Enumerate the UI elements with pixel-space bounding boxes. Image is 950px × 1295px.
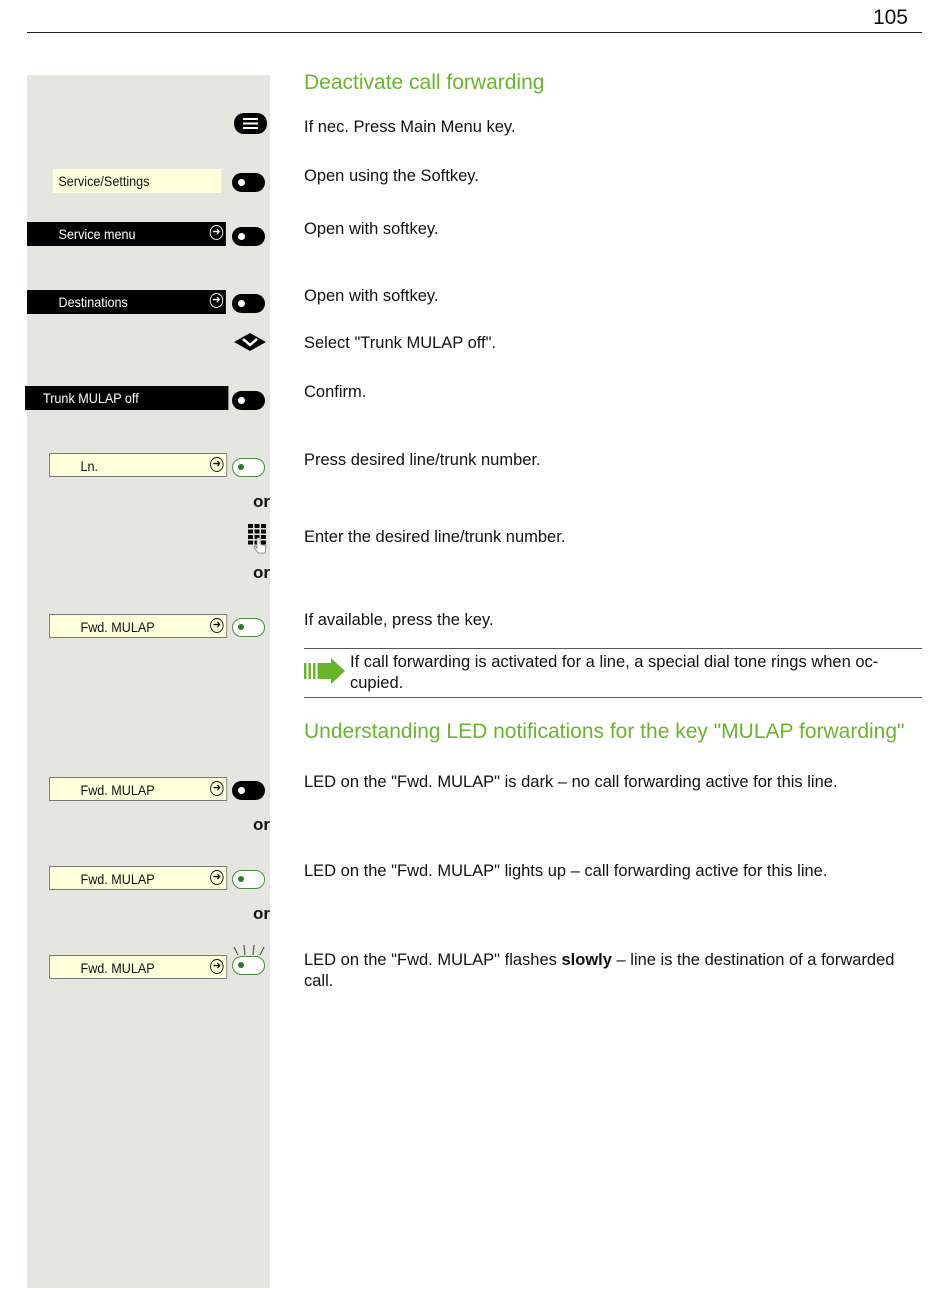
main-menu-key-icon[interactable] <box>234 113 267 134</box>
step-text: If available, press the key. <box>304 611 494 629</box>
service-settings-label <box>53 169 221 193</box>
navigator-down-icon[interactable] <box>234 333 266 351</box>
fwd-mulap-label-lit <box>49 866 227 890</box>
service-menu-text: Service menu <box>58 226 136 242</box>
fwd-mulap-led[interactable] <box>232 618 265 637</box>
step-text: Confirm. <box>304 383 367 401</box>
trunk-mulap-off-text: Trunk MULAP off <box>43 390 139 406</box>
fwd-mulap-label <box>49 614 227 638</box>
trunk-mulap-off-label <box>25 386 228 410</box>
softkey-button[interactable] <box>232 294 265 313</box>
arrow-right-icon: ➜ <box>210 618 224 633</box>
page-number: 105 <box>872 6 908 29</box>
led-dark-text: LED on the "Fwd. MULAP" is dark – no call forwarding active for this line. <box>304 773 838 791</box>
fwd-mulap-text: Fwd. MULAP <box>80 871 155 887</box>
or-separator: or <box>253 492 270 511</box>
fwd-mulap-label-dark <box>49 777 227 801</box>
deactivate-heading: Deactivate call forwarding <box>304 71 545 94</box>
led-flash-suffix: – line is the destination of a forwarded call. <box>304 951 895 990</box>
note-box <box>304 648 922 698</box>
step-text: Open with softkey. <box>304 220 439 238</box>
destinations-text: Destinations <box>58 294 128 310</box>
step-text: Enter the desired line/trunk number. <box>304 528 566 546</box>
top-divider <box>27 32 922 33</box>
arrow-right-icon: ➜ <box>210 457 224 472</box>
led-lit-key[interactable] <box>232 870 265 889</box>
destinations-label <box>27 290 226 314</box>
step-text: Select "Trunk MULAP off". <box>304 334 497 352</box>
fwd-mulap-text: Fwd. MULAP <box>80 782 155 798</box>
sidebar-panel <box>27 75 270 1288</box>
line-key-label <box>49 453 227 477</box>
softkey-button[interactable] <box>232 391 265 410</box>
arrow-right-icon: ➜ <box>210 781 224 796</box>
or-separator: or <box>253 815 270 834</box>
or-separator: or <box>253 904 270 923</box>
led-flash-key[interactable] <box>232 956 265 975</box>
service-menu-label <box>27 222 226 246</box>
softkey-button[interactable] <box>232 173 265 192</box>
or-separator: or <box>253 563 270 582</box>
fwd-mulap-text: Fwd. MULAP <box>80 960 155 976</box>
note-arrow-icon <box>304 658 346 684</box>
led-flash-bold: slowly <box>561 951 612 969</box>
softkey-button[interactable] <box>232 227 265 246</box>
arrow-right-icon: ➜ <box>210 959 224 974</box>
led-heading: Understanding LED notifications for the key "MULAP forwarding" <box>304 720 905 743</box>
fwd-mulap-label-flash <box>49 955 227 979</box>
step-text: If nec. Press Main Menu key. <box>304 118 516 136</box>
service-settings-text: Service/Settings <box>58 173 150 189</box>
line-key-text: Ln. <box>80 458 99 474</box>
fwd-mulap-text: Fwd. MULAP <box>80 619 155 635</box>
line-key-led[interactable] <box>232 458 265 477</box>
arrow-right-icon: ➜ <box>210 225 224 240</box>
step-text: Press desired line/trunk number. <box>304 451 541 469</box>
arrow-right-icon: ➜ <box>210 293 224 308</box>
led-flash-text <box>304 950 922 992</box>
led-lit-text: LED on the "Fwd. MULAP" lights up – call forwarding active for this line. <box>304 862 828 880</box>
led-dark-key[interactable] <box>232 781 265 800</box>
led-flash-prefix: LED on the "Fwd. MULAP" flashes <box>304 951 562 969</box>
keypad-icon[interactable] <box>248 524 270 554</box>
note-text: If call forwarding is activated for a line, a special dial tone rings when oc-cupied. <box>350 653 879 692</box>
step-text: Open with softkey. <box>304 287 439 305</box>
arrow-right-icon: ➜ <box>210 870 224 885</box>
step-text: Open using the Softkey. <box>304 167 479 185</box>
